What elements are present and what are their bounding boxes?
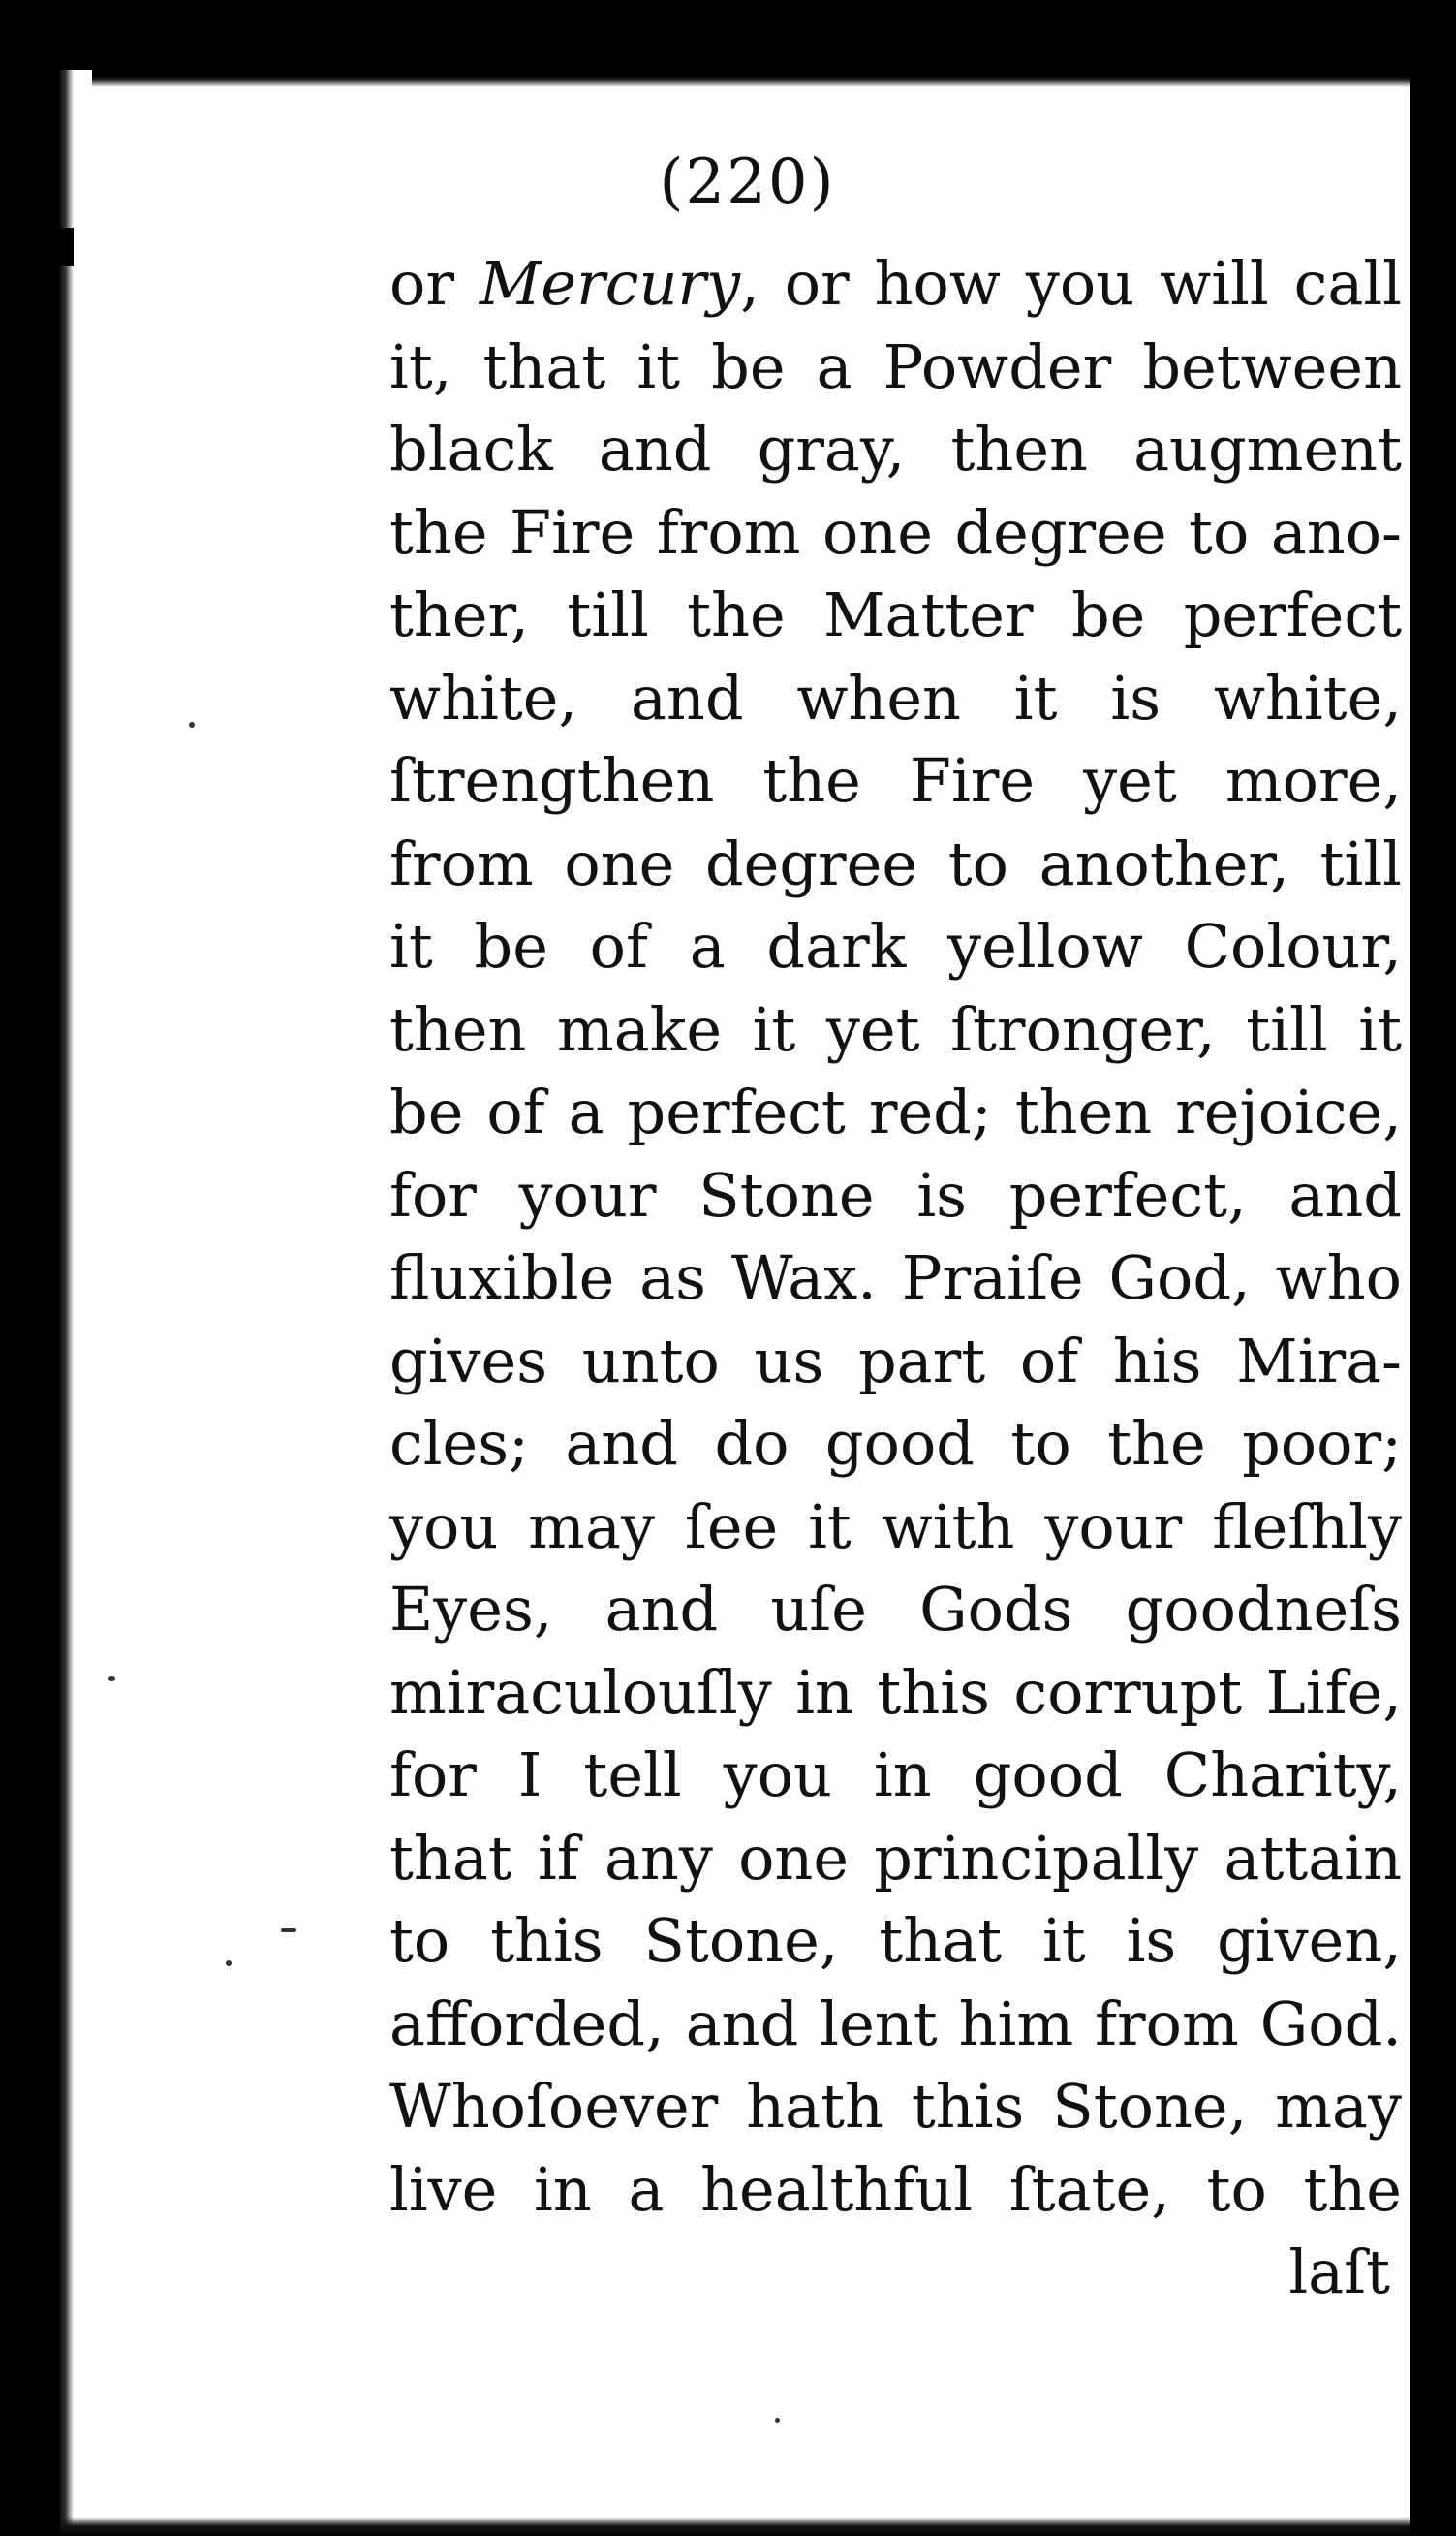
text-line: black and gray, then augment — [389, 414, 1402, 485]
scan-border-left — [0, 0, 60, 2536]
scan-border-left-shadow — [60, 70, 74, 2536]
scan-speck — [108, 1676, 115, 1681]
text-line: white, and when it is white, — [389, 662, 1402, 734]
text-line: fluxible as Wax. Praiſe God, who — [389, 1242, 1402, 1313]
text-line: gives unto us part of his Mira- — [389, 1325, 1402, 1396]
text-line: to this Stone, that it is given, — [389, 1905, 1402, 1976]
text-line: ther, till the Matter be perfect — [389, 579, 1402, 650]
body-text — [389, 242, 1402, 2314]
scan-speck — [281, 1928, 296, 1932]
catchword: laſt — [1288, 2237, 1390, 2307]
text-line: it, that it be a Powder between — [389, 330, 1402, 402]
text-line: ſtrengthen the Fire yet more, — [389, 745, 1402, 816]
text-line: from one degree to another, till — [389, 828, 1402, 899]
text-line: be of a perfect red; then rejoice, — [389, 1077, 1402, 1147]
scan-border-top-shadow — [92, 70, 1410, 87]
text-line: you may ſee it with your fleſhly — [389, 1490, 1402, 1562]
text-line: afforded, and lent him from God. — [389, 1988, 1402, 2059]
text-line: it be of a dark yellow Colour, — [389, 911, 1402, 982]
italic-word: Mercury — [479, 248, 741, 319]
text-line: cles; and do good to the poor; — [389, 1408, 1402, 1479]
text-line: or Mercury, or how you will call — [389, 248, 1402, 319]
text-line: for your Stone is perfect, and — [389, 1159, 1402, 1231]
scan-border-bottom — [60, 2517, 1410, 2536]
text-line: Eyes, and uſe Gods goodneſs — [389, 1574, 1402, 1644]
scan-border-notch — [60, 228, 74, 266]
scan-border-top — [0, 0, 1456, 70]
scan-border-right — [1410, 0, 1456, 2536]
text-line: the Fire from one degree to ano- — [389, 496, 1402, 568]
text-line: for I tell you in good Charity, — [389, 1739, 1402, 1810]
text-line: Whoſoever hath this Stone, may — [389, 2071, 1402, 2142]
text-line: then make it yet ſtronger, till it — [389, 993, 1402, 1065]
text-line: miraculouſly in this corrupt Life, — [389, 1656, 1402, 1728]
scan-speck — [226, 1960, 232, 1966]
page-number: (220) — [659, 146, 836, 218]
text-line: live in a healthful ſtate, to the — [389, 2153, 1402, 2225]
text-line: that if any one principally attain — [389, 1822, 1402, 1894]
scan-speck — [775, 2418, 780, 2423]
scan-speck — [189, 722, 195, 728]
